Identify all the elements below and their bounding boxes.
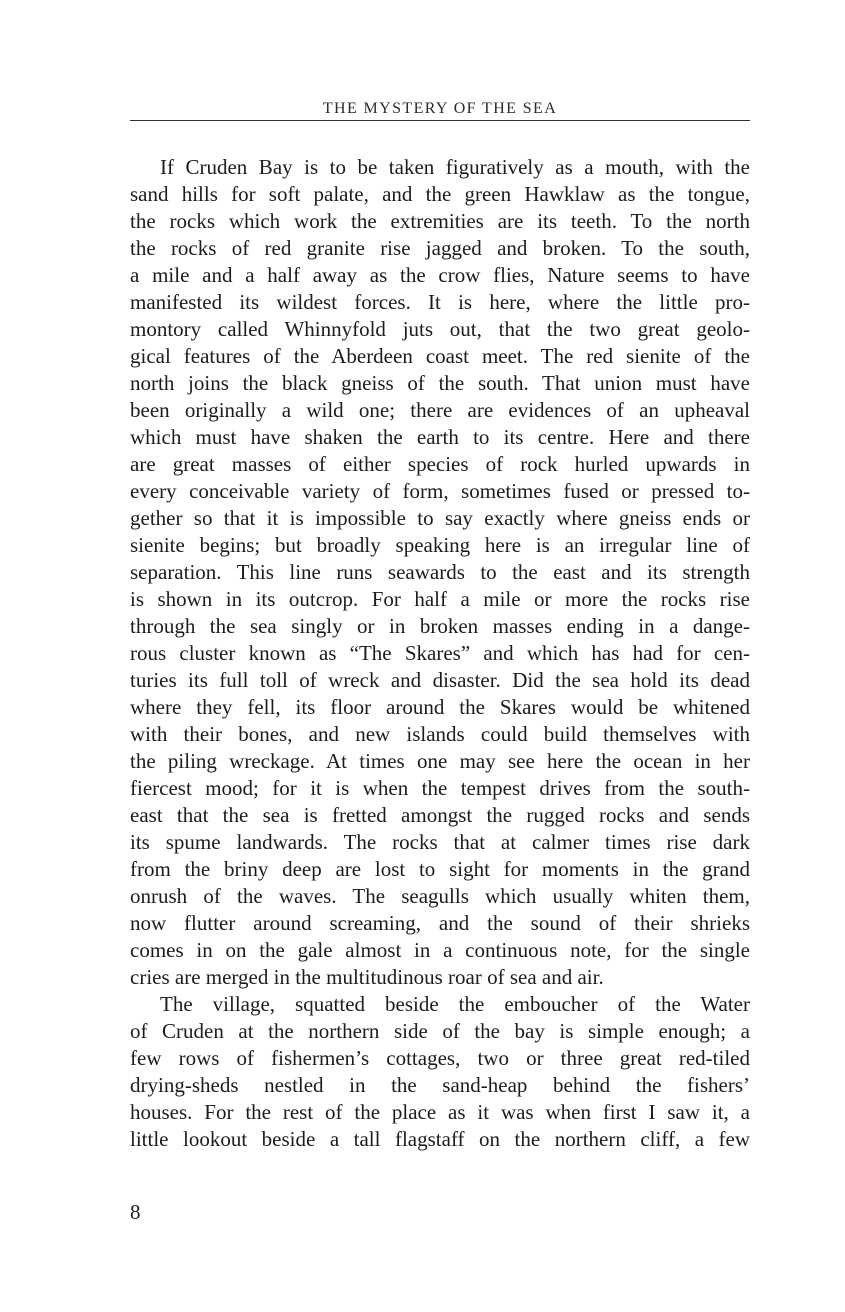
paragraph-1 [130,154,750,991]
text-line: the rocks which work the extremities are its teeth. To the north [130,209,750,233]
text-line: separation. This line runs seawards to the east and its strength [130,560,750,584]
text-line: which must have shaken the earth to its centre. Here and there [130,425,750,449]
text-line: cries are merged in the multitudinous roar of sea and air. [130,965,604,989]
running-head: THE MYSTERY OF THE SEA [322,100,558,117]
text-line: now flutter around screaming, and the sound of their shrieks [130,911,750,935]
text-line: through the sea singly or in broken masses ending in a dange- [130,614,750,638]
text-line: gether so that it is impossible to say exactly where gneiss ends or [130,506,750,530]
text-line: its spume landwards. The rocks that at calmer times rise dark [130,830,750,854]
text-line: The village, squatted beside the emboucher of the Water [160,992,750,1016]
text-line: the rocks of red granite rise jagged and broken. To the south, [130,236,750,260]
text-line: few rows of fishermen’s cottages, two or three great red-tiled [130,1046,750,1070]
text-line: been originally a wild one; there are evidences of an upheaval [130,398,750,422]
text-line: where they fell, its floor around the Skares would be whitened [130,695,750,719]
text-line: fiercest mood; for it is when the tempest drives from the south- [130,776,750,800]
text-line: with their bones, and new islands could build themselves with [130,722,750,746]
text-line: is shown in its outcrop. For half a mile or more the rocks rise [130,587,750,611]
body-text [130,154,750,1153]
text-line: are great masses of either species of rock hurled upwards in [130,452,750,476]
header-rule [130,120,750,121]
text-line: houses. For the rest of the place as it was when first I saw it, a [130,1100,750,1124]
text-line: a mile and a half away as the crow flies, Nature seems to have [130,263,750,287]
text-line: If Cruden Bay is to be taken figuratively as a mouth, with the [160,155,750,179]
text-line: drying-sheds nestled in the sand-heap behind the fishers’ [130,1073,750,1097]
text-line: manifested its wildest forces. It is here, where the little pro- [130,290,750,314]
text-line: the piling wreckage. At times one may see here the ocean in her [130,749,750,773]
text-line: rous cluster known as “The Skares” and which has had for cen- [130,641,750,665]
text-line: every conceivable variety of form, sometimes fused or pressed to- [130,479,750,503]
text-line: east that the sea is fretted amongst the rugged rocks and sends [130,803,750,827]
paragraph-2 [130,991,750,1153]
text-line: montory called Whinnyfold juts out, that the two great geolo- [130,317,750,341]
text-line: sand hills for soft palate, and the green Hawklaw as the tongue, [130,182,750,206]
text-line: comes in on the gale almost in a continuous note, for the single [130,938,750,962]
text-line: of Cruden at the northern side of the bay is simple enough; a [130,1019,750,1043]
text-line: little lookout beside a tall flagstaff on the northern cliff, a few [130,1127,750,1151]
page-number: 8 [130,1200,141,1224]
text-line: onrush of the waves. The seagulls which usually whiten them, [130,884,750,908]
text-line: sienite begins; but broadly speaking here is an irregular line of [130,533,750,557]
text-line: turies its full toll of wreck and disaster. Did the sea hold its dead [130,668,750,692]
text-line: north joins the black gneiss of the south. That union must have [130,371,750,395]
text-line: from the briny deep are lost to sight for moments in the grand [130,857,750,881]
text-line: gical features of the Aberdeen coast meet. The red sienite of the [130,344,750,368]
